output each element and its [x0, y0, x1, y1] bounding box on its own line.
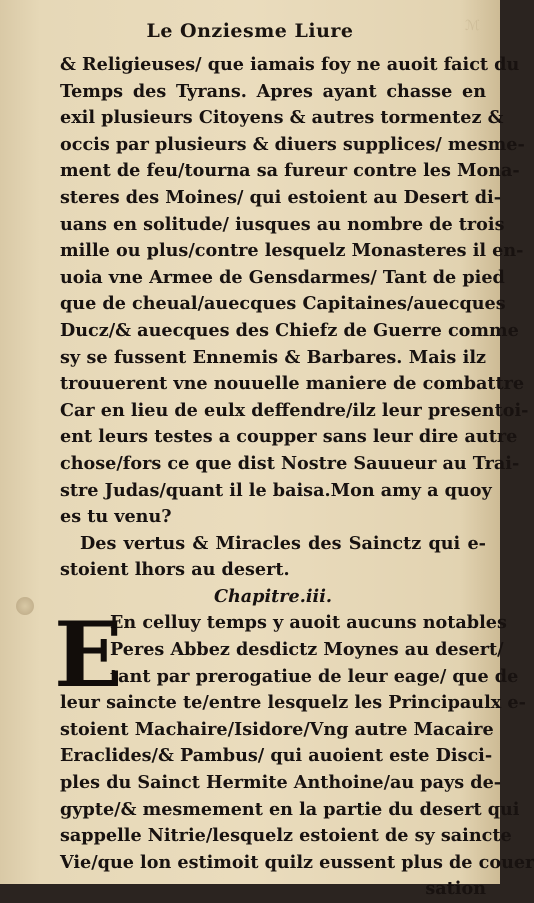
paragraph-1	[60, 52, 529, 531]
text-line: sappelle Nitrie/lesquelz estoient de sy saincte	[60, 825, 512, 847]
text-line: trouuerent vne nouuelle maniere de combattre	[60, 373, 525, 395]
text-line: uans en solitude/ iusques au nombre de trois	[60, 213, 505, 235]
page-body	[54, 52, 534, 903]
chapter-heading: Chapitre.iii.	[213, 585, 333, 607]
text-line: Ducz/& auecques des Chiefz de Guerre comme	[60, 319, 519, 341]
text-line: uoia vne Armee de Gensdarmes/ Tant de pied	[60, 266, 505, 288]
text-line: ent leurs testes a coupper sans leur dire autre	[60, 426, 518, 448]
text-line: Vie/que lon estimoit quilz eussent plus de couer	[60, 851, 534, 873]
text-line: ples du Sainct Hermite Anthoine/au pays de-	[60, 772, 502, 794]
text-line: sy se fussent Ennemis & Barbares. Mais ilz	[60, 346, 486, 368]
text-line: mille ou plus/contre lesquelz Monasteres il en-	[60, 240, 524, 262]
text-line: stoient lhors au desert.	[60, 559, 290, 581]
text-line: steres des Moines/ qui estoient au Desert di-	[60, 186, 502, 208]
text-line: gypte/& mesmement en la partie du desert qui	[60, 798, 520, 820]
text-line: leur saincte te/entre lesquelz les Principaulx e-	[60, 692, 526, 714]
text-line: Peres Abbez desdictz Moynes au desert/	[110, 639, 504, 661]
paragraph-2	[60, 690, 534, 876]
text-line: stoient Machaire/Isidore/Vng autre Macaire	[60, 718, 494, 740]
text-line: que de cheual/auecques Capitaines/auecques	[60, 293, 506, 315]
dropcap-letter: E	[54, 602, 123, 709]
text-line: exil plusieurs Citoyens & autres tormentez &	[60, 107, 504, 129]
text-line: Des vertus & Miracles des Sainctz qui e-	[80, 532, 486, 554]
text-line: Car en lieu de eulx deffendre/ilz leur presentoi-	[60, 399, 529, 421]
text-line: Temps des Tyrans. Apres ayant chasse en	[60, 80, 486, 102]
paper-hole	[16, 597, 34, 615]
bleed-through-mark: ℳ	[465, 18, 480, 34]
dropcap-lines	[60, 610, 519, 690]
text-line: Eraclides/& Pambus/ qui auoient este Disci-	[60, 745, 493, 767]
text-line: es tu venu?	[60, 506, 172, 528]
chapter-summary	[60, 531, 486, 584]
running-head: Le Onziesme Liure	[146, 20, 354, 42]
text-line: & Religieuses/ que iamais foy ne auoit faict du	[60, 54, 520, 75]
text-line: occis par plusieurs & diuers supplices/ mesme-	[60, 133, 525, 155]
text-line: stre Judas/quant il le baisa.Mon amy a quoy	[60, 479, 492, 501]
text-line: En celluy temps y auoit aucuns notables	[110, 612, 507, 634]
text-line: tant par prerogatiue de leur eage/ que de	[110, 665, 519, 687]
catchword: sation	[425, 878, 486, 900]
text-line: ment de feu/tourna sa fureur contre les Mona-	[60, 160, 520, 182]
text-line: chose/fors ce que dist Nostre Sauueur au Trai-	[60, 452, 520, 474]
